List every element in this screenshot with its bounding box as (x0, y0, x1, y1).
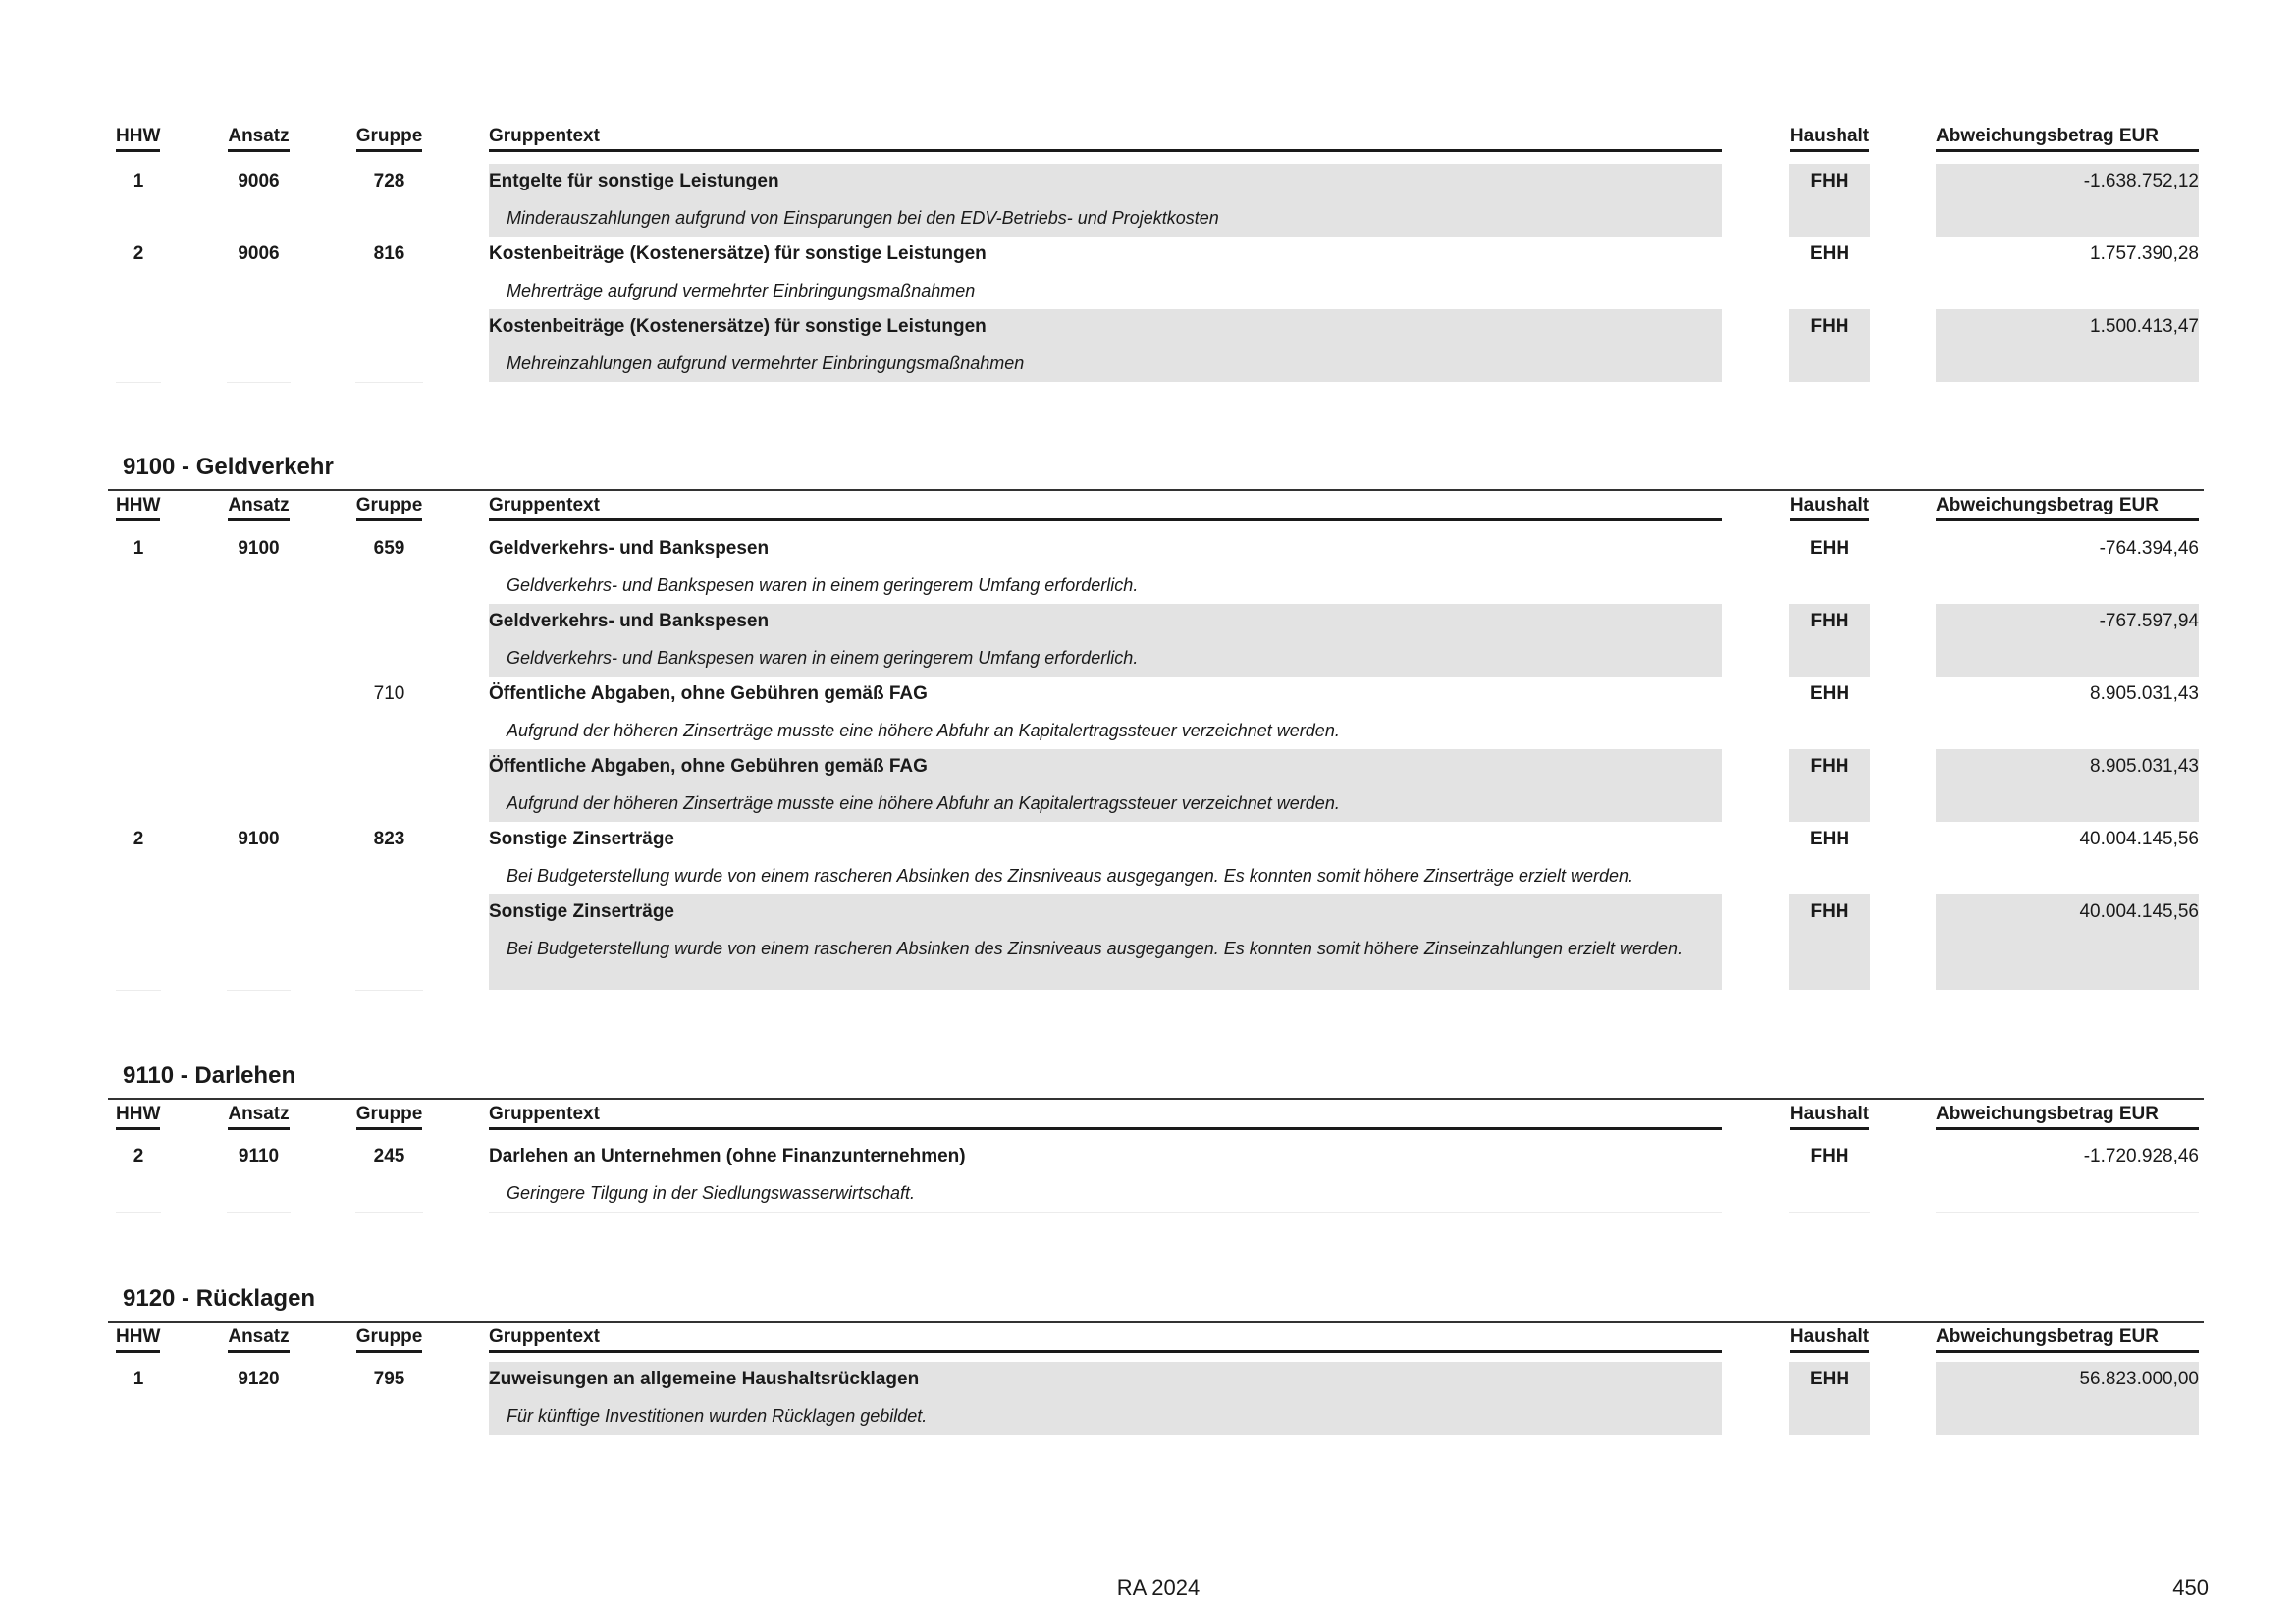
header-gruppentext: Gruppentext (489, 1326, 1722, 1353)
header-ansatz: Ansatz (227, 495, 291, 521)
cell-hhw: 1 (133, 538, 144, 559)
footer-page-number: 450 (2172, 1575, 2209, 1599)
cell-ansatz (227, 309, 291, 316)
cell-gruppentext-title: Öffentliche Abgaben, ohne Gebühren gemäß FAG (489, 683, 928, 704)
cell-betrag: -1.638.752,12 (2083, 171, 2199, 191)
table-row (0, 164, 2296, 237)
cell-gruppentext-title: Geldverkehrs- und Bankspesen (489, 538, 770, 559)
cell-haushalt: EHH (1809, 683, 1850, 704)
cell-betrag: 40.004.145,56 (2079, 901, 2199, 922)
cell-gruppentext-note: Aufgrund der höheren Zinserträge musste eine höhere Abfuhr an Kapitalertragssteuer verzeichnet werden. (507, 721, 1340, 740)
cell-hhw: 2 (133, 829, 144, 849)
cell-gruppentext-title: Sonstige Zinserträge (489, 829, 674, 849)
cell-ansatz: 9006 (238, 244, 280, 264)
cell-ansatz (227, 894, 291, 901)
cell-gruppentext-title: Entgelte für sonstige Leistungen (489, 171, 779, 191)
cell-gruppe (355, 749, 423, 756)
cell-hhw (116, 894, 161, 901)
cell-hhw (116, 749, 161, 756)
header-gruppe: Gruppe (355, 126, 423, 152)
header-gruppe: Gruppe (355, 495, 423, 521)
cell-gruppe (355, 309, 423, 316)
cell-haushalt: EHH (1809, 244, 1850, 264)
cell-hhw: 2 (133, 244, 144, 264)
cell-betrag: 1.500.413,47 (2090, 316, 2199, 337)
cell-gruppe: 245 (373, 1146, 405, 1166)
section-title: 9100 - Geldverkehr (123, 454, 334, 480)
cell-gruppentext-title: Zuweisungen an allgemeine Haushaltsrücklagen (489, 1369, 920, 1389)
header-gruppe: Gruppe (355, 1326, 423, 1353)
header-ansatz: Ansatz (227, 1326, 291, 1353)
cell-ansatz: 9100 (238, 829, 280, 849)
cell-gruppentext-note: Bei Budgeterstellung wurde von einem rascheren Absinken des Zinsniveaus ausgegangen. Es konnten somit höhere Zinseinzahlungen erzielt werden. (507, 939, 1683, 958)
header-ansatz: Ansatz (227, 126, 291, 152)
cell-hhw: 1 (133, 1369, 144, 1389)
cell-betrag: -767.597,94 (2099, 611, 2199, 631)
header-hhw: HHW (116, 495, 161, 521)
cell-haushalt: FHH (1810, 171, 1849, 191)
cell-haushalt: FHH (1810, 901, 1849, 922)
header-betrag: Abweichungsbetrag EUR (1936, 1104, 2199, 1130)
cell-hhw: 2 (133, 1146, 144, 1166)
cell-gruppe (355, 894, 423, 901)
cell-ansatz (227, 749, 291, 756)
cell-ansatz (227, 604, 291, 611)
cell-ansatz: 9120 (238, 1369, 280, 1389)
table-row (0, 604, 2296, 677)
cell-gruppentext-title: Kostenbeiträge (Kostenersätze) für sonstige Leistungen (489, 316, 987, 337)
cell-haushalt: FHH (1810, 611, 1849, 631)
cell-betrag: -764.394,46 (2099, 538, 2199, 559)
cell-gruppentext-note: Mehrerträge aufgrund vermehrter Einbringungsmaßnahmen (507, 281, 976, 300)
cell-hhw (116, 309, 161, 316)
cell-haushalt: EHH (1809, 538, 1850, 559)
table-row (0, 237, 2296, 309)
cell-gruppentext-note: Minderauszahlungen aufgrund von Einsparungen bei den EDV-Betriebs- und Projektkosten (507, 208, 1219, 228)
header-gruppentext: Gruppentext (489, 1104, 1722, 1130)
header-haushalt: Haushalt (1789, 1326, 1870, 1353)
cell-gruppentext-note: Für künftige Investitionen wurden Rücklagen gebildet. (507, 1406, 928, 1426)
header-haushalt: Haushalt (1789, 495, 1870, 521)
cell-gruppe: 823 (373, 829, 405, 849)
cell-hhw (116, 677, 161, 683)
header-gruppentext: Gruppentext (489, 495, 1722, 521)
cell-gruppe: 795 (373, 1369, 405, 1389)
cell-haushalt: EHH (1809, 1369, 1850, 1389)
cell-ansatz (227, 677, 291, 683)
cell-haushalt: EHH (1809, 829, 1850, 849)
cell-ansatz: 9100 (238, 538, 280, 559)
footer-report-label: RA 2024 (1116, 1575, 1201, 1599)
table-row (0, 822, 2296, 894)
cell-ansatz: 9110 (238, 1146, 280, 1166)
header-haushalt: Haushalt (1789, 126, 1870, 152)
table-row (0, 1362, 2296, 1435)
cell-gruppe: 816 (373, 244, 405, 264)
cell-hhw (116, 604, 161, 611)
cell-gruppentext-title: Sonstige Zinserträge (489, 901, 674, 922)
cell-gruppentext-title: Geldverkehrs- und Bankspesen (489, 611, 770, 631)
cell-hhw: 1 (133, 171, 144, 191)
cell-gruppentext-title: Darlehen an Unternehmen (ohne Finanzunternehmen) (489, 1146, 966, 1166)
cell-gruppe: 710 (373, 683, 405, 704)
cell-gruppentext-note: Geringere Tilgung in der Siedlungswasserwirtschaft. (507, 1183, 916, 1203)
header-betrag: Abweichungsbetrag EUR (1936, 495, 2199, 521)
cell-gruppe: 728 (373, 171, 405, 191)
cell-gruppentext-note: Geldverkehrs- und Bankspesen waren in einem geringerem Umfang erforderlich. (507, 575, 1139, 595)
cell-betrag: 1.757.390,28 (2090, 244, 2199, 264)
header-betrag: Abweichungsbetrag EUR (1936, 1326, 2199, 1353)
header-hhw: HHW (116, 1326, 161, 1353)
section-title: 9120 - Rücklagen (123, 1285, 316, 1312)
table-row (0, 894, 2296, 990)
header-hhw: HHW (116, 1104, 161, 1130)
header-ansatz: Ansatz (227, 1104, 291, 1130)
cell-betrag: -1.720.928,46 (2083, 1146, 2199, 1166)
cell-betrag: 56.823.000,00 (2079, 1369, 2199, 1389)
table-row (0, 531, 2296, 604)
cell-gruppentext-title: Kostenbeiträge (Kostenersätze) für sonstige Leistungen (489, 244, 987, 264)
cell-haushalt: FHH (1810, 756, 1849, 777)
cell-gruppe: 659 (373, 538, 405, 559)
table-row (0, 749, 2296, 822)
cell-betrag: 8.905.031,43 (2090, 756, 2199, 777)
cell-gruppentext-note: Bei Budgeterstellung wurde von einem rascheren Absinken des Zinsniveaus ausgegangen. Es konnten somit höhere Zinserträge erzielt werden. (507, 866, 1634, 886)
header-hhw: HHW (116, 126, 161, 152)
cell-betrag: 8.905.031,43 (2090, 683, 2199, 704)
header-gruppentext: Gruppentext (489, 126, 1722, 152)
table-row (0, 1139, 2296, 1212)
cell-ansatz: 9006 (238, 171, 280, 191)
table-row (0, 309, 2296, 382)
cell-haushalt: FHH (1810, 1146, 1849, 1166)
cell-betrag: 40.004.145,56 (2079, 829, 2199, 849)
cell-gruppentext-note: Mehreinzahlungen aufgrund vermehrter Einbringungsmaßnahmen (507, 353, 1025, 373)
header-gruppe: Gruppe (355, 1104, 423, 1130)
cell-gruppentext-note: Aufgrund der höheren Zinserträge musste eine höhere Abfuhr an Kapitalertragssteuer verzeichnet werden. (507, 793, 1340, 813)
cell-haushalt: FHH (1810, 316, 1849, 337)
section-title: 9110 - Darlehen (123, 1062, 296, 1089)
cell-gruppe (355, 604, 423, 611)
cell-gruppentext-title: Öffentliche Abgaben, ohne Gebühren gemäß FAG (489, 756, 928, 777)
table-row (0, 677, 2296, 749)
header-betrag: Abweichungsbetrag EUR (1936, 126, 2199, 152)
header-haushalt: Haushalt (1789, 1104, 1870, 1130)
cell-gruppentext-note: Geldverkehrs- und Bankspesen waren in einem geringerem Umfang erforderlich. (507, 648, 1139, 668)
